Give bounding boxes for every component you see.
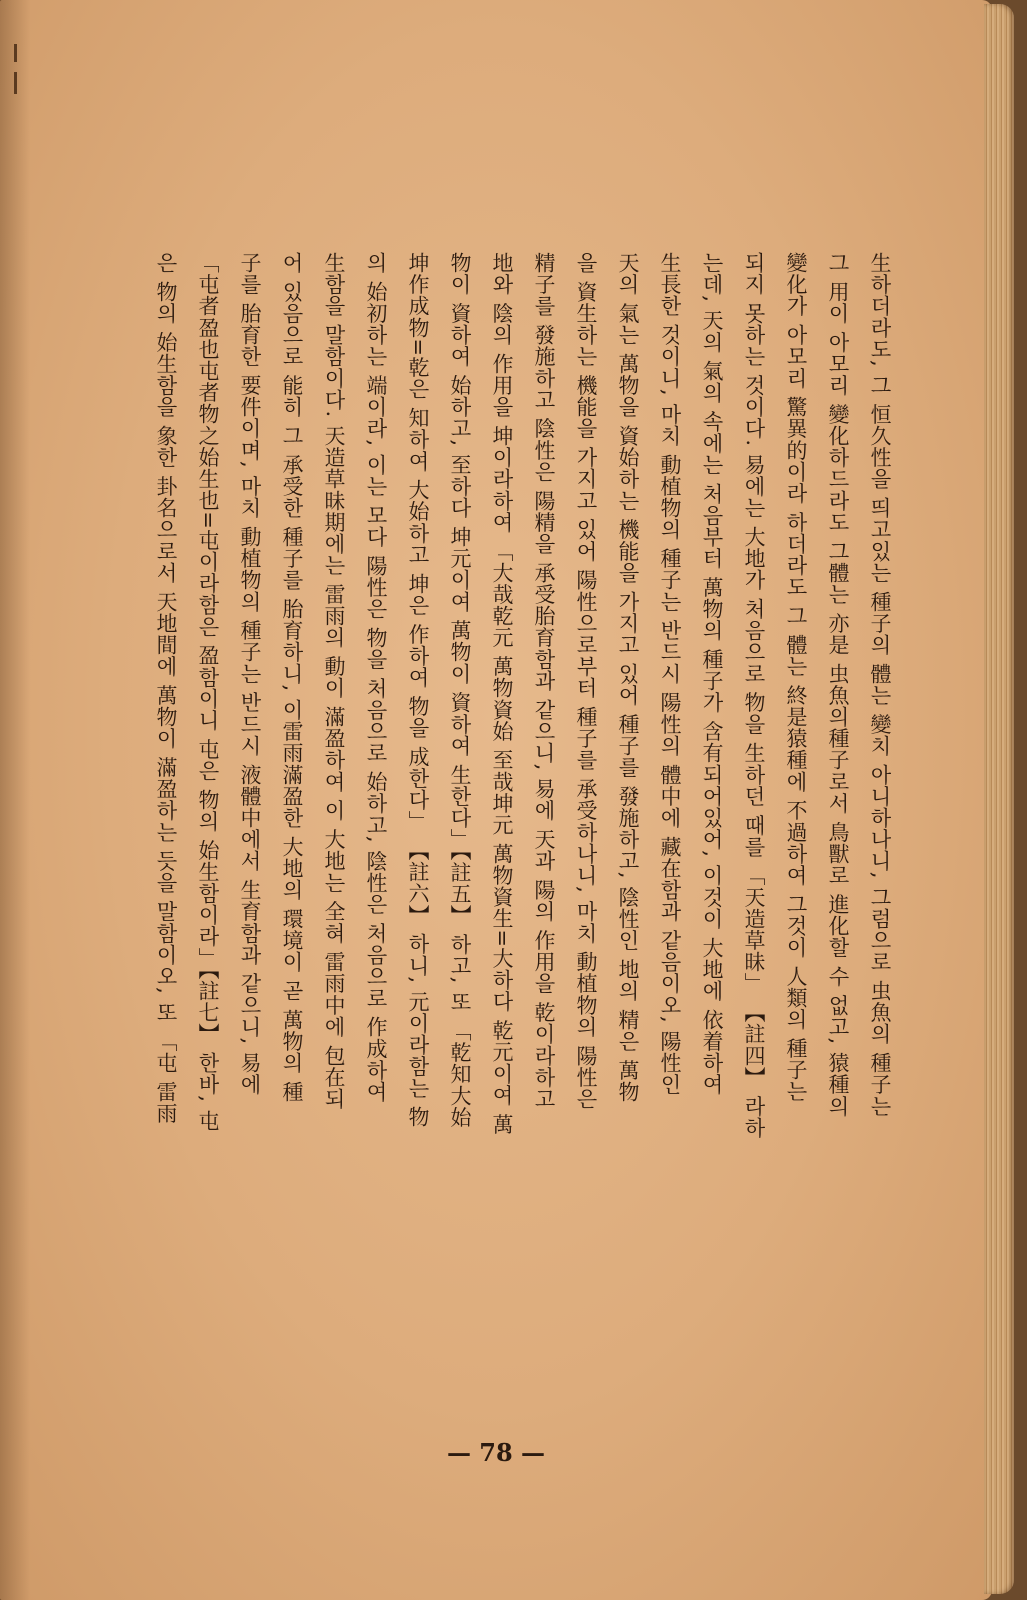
text-column-7: 天의 氣는 萬物을 資始하는 機能을 가지고 있어 種子를 發施하고, 陰性인 地의 精은 萬物 (616, 252, 640, 1103)
text-column-17: 「屯者盈也屯者物之始生也=屯이라함은 盈함이니 屯은 物의 始生함이라」【註七】 한바, 屯 (196, 252, 220, 1132)
text-column-11: 物이 資하여 始하고, 至하다 坤元이여 萬物이 資하여 生한다」【註五】 하고, 또 「乾知大始 (448, 252, 472, 1129)
text-column-9: 精子를 發施하고 陰性은 陽精을 承受胎育함과 같으니, 易에 天과 陽의 作用을 乾이라하고 (532, 252, 556, 1110)
text-column-13: 의 始初하는 端이라, 이는 모다 陽性은 物을 처음으로 始하고, 陰性은 처음으로 作成하여 (364, 252, 388, 1103)
text-column-10: 地와 陰의 作用을 坤이라하여 「大哉乾元 萬物資始 至哉坤元 萬物資生=大하다 乾元이여 萬 (490, 252, 514, 1135)
margin-mark (14, 72, 17, 94)
binding-shadow (0, 0, 30, 1600)
vertical-text-block (140, 252, 900, 1432)
text-column-18: 은 物의 始生함을 象한 卦名으로서 天地間에 萬物이 滿盈하는 듯을 말함이오, 또 「屯 雷雨 (154, 252, 178, 1125)
text-column-8: 을 資生하는 機能을 가지고 있어 陽性으로부터 種子를 承受하나니, 마치 動植物의 陽性은 (574, 252, 598, 1110)
text-column-16: 子를 胎育한 要件이며, 마치 動植物의 種子는 반드시 液體中에서 生育함과 같으니, 易에 (238, 252, 262, 1096)
page-edges (984, 4, 1014, 1594)
text-column-15: 어 있음으로 能히 그 承受한 種子를 胎育하니, 이雷雨滿盈한 大地의 環境이 곧 萬物의 種 (280, 252, 304, 1103)
text-column-3: 變化가 아모리 驚異的이라 하더라도 그 體는 終是猿種에 不過하여 그것이 人類의 種子는 (784, 252, 808, 1103)
text-column-1: 生하더라도, 그 恒久性을 띄고있는 種子의 體는 變치 아니하나니, 그럼으로 虫魚의 種子는 (868, 252, 892, 1117)
text-column-12: 坤作成物=乾은 知하여 大始하고 坤은 作하여 物을 成한다」 【註六】 하니, 元이라함는 物 (406, 252, 430, 1128)
text-column-6: 生長한 것이니, 마치 動植物의 種子는 반드시 陽性의 體中에 藏在함과 같음이오, 陽性인 (658, 252, 682, 1096)
page-number: — 78 — (446, 1438, 546, 1467)
text-column-14: 生함을 말함이다. 天造草昧期에는 雷雨의 動이 滿盈하여 이 大地는 全혀 雷雨中에 包在되 (322, 252, 346, 1110)
text-column-4: 되지 못하는 것이다. 易에는 大地가 처음으로 物을 生하던 때를 「天造草昧」 【註四】 라하 (742, 252, 766, 1139)
margin-mark (14, 44, 17, 62)
text-column-5: 는데, 天의 氣의 속에는 처음부터 萬物의 種子가 含有되어있어, 이것이 大地에 依着하여 (700, 252, 724, 1096)
text-column-2: 그 用이 아모리 變化하드라도 그體는 亦是 虫魚의種子로서 鳥獸로 進化할 수 없고, 猿種의 (826, 252, 850, 1117)
